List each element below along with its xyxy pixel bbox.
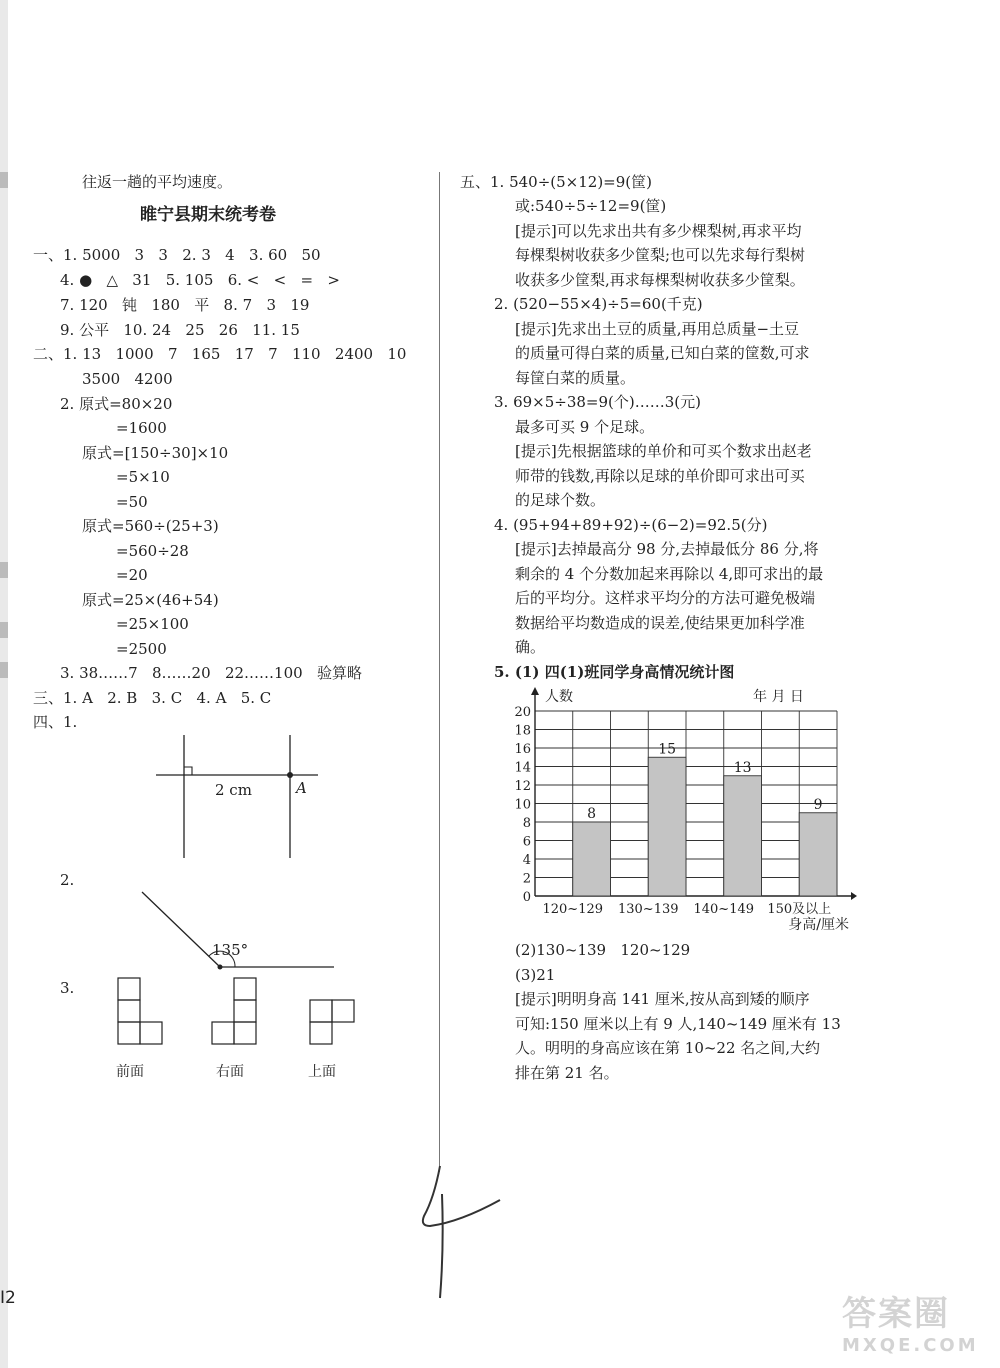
page-number: I2 bbox=[0, 1288, 16, 1308]
answer-line: 或:540÷5÷12=9(筐) bbox=[515, 197, 667, 215]
y-tick-label: 6 bbox=[522, 834, 531, 850]
hint-line: 每棵梨树收获多少筐梨;也可以先求每行梨树 bbox=[515, 246, 806, 264]
answer-line: 原式=[150÷30]×10 bbox=[82, 444, 229, 462]
y-tick-label: 4 bbox=[522, 853, 531, 868]
column-divider bbox=[439, 172, 440, 1172]
hint-line: [提示]去掉最高分 98 分,去掉最低分 86 分,将 bbox=[515, 540, 819, 558]
answer-line: 4. ● △ 31 5. 105 6. < < = > bbox=[60, 271, 340, 289]
answer-line: 2. (520−55×4)÷5=60(千克) bbox=[494, 295, 703, 313]
y-tick-label: 20 bbox=[514, 705, 531, 720]
answer-line: 最多可买 9 个足球。 bbox=[515, 418, 655, 436]
page-edge bbox=[0, 0, 8, 1368]
x-axis-label: 身高/厘米 bbox=[788, 917, 849, 933]
x-tick-label: 140~149 bbox=[693, 902, 755, 917]
watermark: 答案圈 MXQE.COM bbox=[842, 1294, 979, 1356]
y-tick-label: 12 bbox=[514, 779, 531, 794]
answer-line: =50 bbox=[116, 493, 148, 511]
handwritten-mark bbox=[400, 1158, 520, 1308]
angle-label: 135° bbox=[212, 941, 249, 959]
views-figure bbox=[100, 972, 370, 1052]
hint-line: 确。 bbox=[515, 638, 546, 656]
answer-line: =2500 bbox=[116, 640, 167, 658]
hint-line: 师带的钱数,再除以足球的单价即可求出可买 bbox=[515, 467, 805, 485]
answer-line: 3500 4200 bbox=[82, 370, 173, 388]
hint-line: [提示]明明身高 141 厘米,按从高到矮的顺序 bbox=[515, 990, 810, 1008]
distance-label: 2 cm bbox=[215, 781, 252, 799]
y-axis-label: 人数 bbox=[545, 689, 573, 705]
bar-value-label: 15 bbox=[658, 741, 677, 758]
bar bbox=[724, 776, 762, 896]
answer-line: 三、1. A 2. B 3. C 4. A 5. C bbox=[33, 689, 272, 707]
point-a-label: A bbox=[296, 779, 307, 797]
edge-mark bbox=[0, 562, 8, 578]
answer-line: =5×10 bbox=[116, 468, 170, 486]
answer-line: 五、1. 540÷(5×12)=9(筐) bbox=[460, 173, 652, 191]
hint-line: [提示]先求出土豆的质量,再用总质量−土豆 bbox=[515, 320, 800, 338]
answer-line: 原式=560÷(25+3) bbox=[82, 517, 219, 535]
hint-line: 剩余的 4 个分数加起来再除以 4,即可求出的最 bbox=[515, 565, 824, 583]
answer-line: 四、1. bbox=[33, 713, 78, 731]
angle-figure bbox=[130, 880, 345, 980]
answer-line: =25×100 bbox=[116, 615, 189, 633]
height-bar-chart bbox=[495, 683, 865, 935]
y-tick-label: 18 bbox=[514, 723, 531, 739]
edge-mark bbox=[0, 662, 8, 678]
answer-line: 7. 120 钝 180 平 8. 7 3 19 bbox=[60, 296, 310, 314]
y-tick-label: 0 bbox=[522, 890, 531, 905]
answer-line: 9. 公平 10. 24 25 26 11. 15 bbox=[60, 321, 300, 339]
answer-line: (3)21 bbox=[515, 966, 556, 984]
right-view bbox=[212, 978, 256, 1044]
top-view bbox=[310, 1000, 354, 1044]
hint-line: 人。明明的身高应该在第 10~22 名之间,大约 bbox=[515, 1039, 821, 1057]
x-tick-label: 130~139 bbox=[617, 902, 679, 917]
x-tick-label: 150及以上 bbox=[767, 902, 832, 917]
x-axis-arrow bbox=[851, 892, 857, 900]
y-axis-arrow bbox=[531, 687, 539, 695]
hint-line: 的足球个数。 bbox=[515, 491, 606, 509]
hint-line: [提示]可以先求出共有多少棵梨树,再求平均 bbox=[515, 222, 802, 240]
y-tick-label: 10 bbox=[514, 797, 531, 813]
bar bbox=[573, 822, 611, 896]
answer-line: 一、1. 5000 3 3 2. 3 4 3. 60 50 bbox=[33, 246, 321, 264]
date-label: 年 月 日 bbox=[753, 689, 804, 705]
section-title: 睢宁县期末统考卷 bbox=[140, 205, 276, 225]
answer-line: =560÷28 bbox=[116, 542, 189, 560]
bar-value-label: 8 bbox=[587, 806, 597, 822]
hint-line: 后的平均分。这样求平均分的方法可避免极端 bbox=[515, 589, 816, 607]
q4-3-label: 3. bbox=[60, 979, 75, 997]
answer-line: 二、1. 13 1000 7 165 17 7 110 2400 10 bbox=[33, 345, 407, 363]
bar bbox=[648, 757, 686, 896]
y-tick-label: 16 bbox=[514, 742, 531, 757]
y-tick-label: 8 bbox=[522, 816, 531, 831]
q4-2-label: 2. bbox=[60, 871, 75, 889]
answer-line: 2. 原式=80×20 bbox=[60, 395, 173, 413]
front-view-label: 前面 bbox=[116, 1064, 144, 1080]
hint-line: 的质量可得白菜的质量,已知白菜的筐数,可求 bbox=[515, 344, 810, 362]
answer-line: 4. (95+94+89+92)÷(6−2)=92.5(分) bbox=[494, 516, 768, 534]
right-view-label: 右面 bbox=[216, 1064, 244, 1080]
answer-line: 3. 69×5÷38=9(个)……3(元) bbox=[494, 393, 701, 411]
edge-mark bbox=[0, 172, 8, 188]
hint-line: 数据给平均数造成的误差,使结果更加科学准 bbox=[515, 614, 805, 632]
hint-line: 每筐白菜的质量。 bbox=[515, 369, 636, 387]
hint-line: 排在第 21 名。 bbox=[515, 1064, 619, 1082]
hint-line: 可知:150 厘米以上有 9 人,140~149 厘米有 13 bbox=[515, 1015, 841, 1033]
x-tick-label: 120~129 bbox=[542, 902, 604, 917]
bar-value-label: 13 bbox=[733, 759, 752, 776]
intro-line: 往返一趟的平均速度。 bbox=[82, 173, 233, 191]
hint-line: [提示]先根据篮球的单价和可买个数求出赵老 bbox=[515, 442, 812, 460]
bar bbox=[799, 813, 837, 896]
edge-mark bbox=[0, 622, 8, 638]
answer-line: =20 bbox=[116, 566, 148, 584]
answer-line: 3. 38……7 8……20 22……100 验算略 bbox=[60, 664, 362, 682]
answer-line: 原式=25×(46+54) bbox=[82, 591, 219, 609]
hint-line: 收获多少筐梨,再求每棵梨树收获多少筐梨。 bbox=[515, 271, 805, 289]
bar-value-label: 9 bbox=[813, 796, 823, 813]
y-tick-label: 14 bbox=[514, 760, 531, 776]
top-view-label: 上面 bbox=[308, 1064, 336, 1080]
y-tick-label: 2 bbox=[522, 871, 531, 887]
answer-line: =1600 bbox=[116, 419, 167, 437]
front-view bbox=[118, 978, 162, 1044]
answer-line: (2)130~139 120~129 bbox=[515, 941, 691, 959]
chart-question-line: 5. (1) 四(1)班同学身高情况统计图 bbox=[494, 663, 735, 681]
